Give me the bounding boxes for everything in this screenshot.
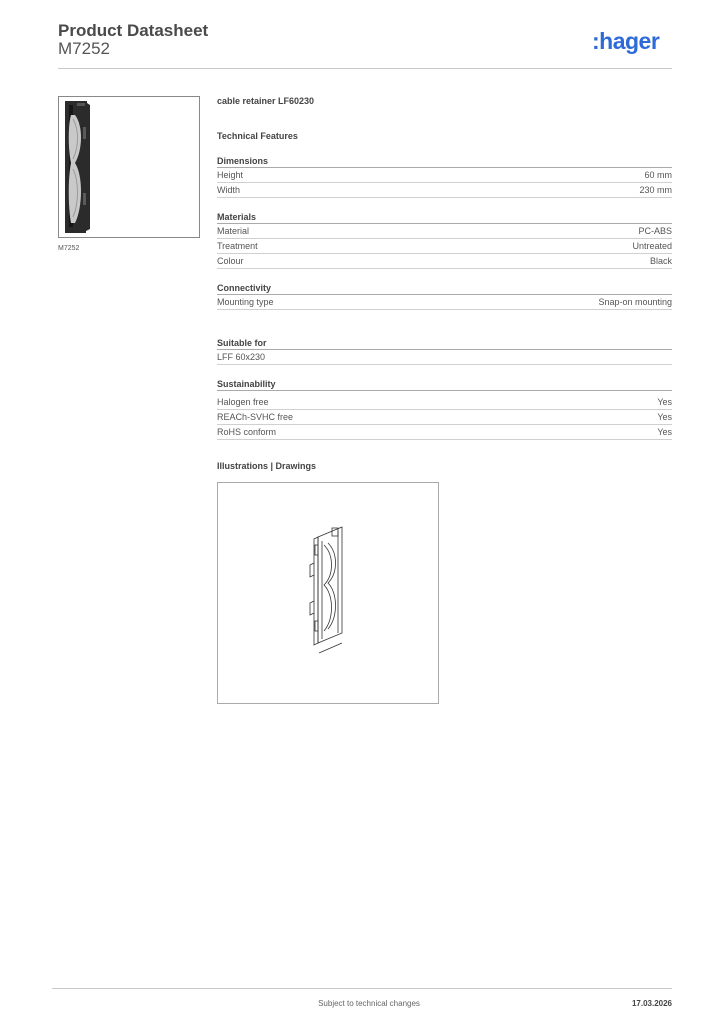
spec-label: Height (217, 170, 244, 180)
sustainability-group (217, 378, 672, 440)
spec-value: Black (649, 256, 672, 266)
spec-label: Treatment (217, 241, 258, 251)
spec-row (217, 168, 672, 183)
spec-label: Material (217, 226, 250, 236)
footer-divider (52, 988, 672, 989)
cable-retainer-drawing-icon (218, 483, 438, 703)
materials-group (217, 211, 672, 269)
technical-features-title: Technical Features (217, 131, 298, 141)
spec-row (217, 395, 672, 410)
spec-row (217, 295, 672, 310)
spec-row (217, 410, 672, 425)
spec-label: REACh-SVHC free (217, 412, 294, 422)
connectivity-group (217, 282, 672, 310)
spec-label: Colour (217, 256, 244, 266)
spec-value: 60 mm (644, 170, 672, 180)
spec-row (217, 350, 672, 365)
product-code: M7252 (58, 39, 110, 58)
spec-value: Yes (657, 397, 672, 407)
illustrations-title: Illustrations | Drawings (217, 461, 317, 471)
spec-row (217, 224, 672, 239)
spec-label: Width (217, 185, 241, 195)
spec-value: Yes (657, 412, 672, 422)
header-divider (58, 68, 672, 69)
product-drawing (217, 482, 439, 704)
spec-value: Snap-on mounting (598, 297, 672, 307)
footer-note: Subject to technical changes (318, 999, 420, 1008)
photo-caption: M7252 (58, 245, 80, 252)
page-title: Product Datasheet (58, 21, 209, 40)
connectivity-title: Connectivity (217, 282, 672, 295)
product-photo (58, 96, 200, 238)
suitable-for-group (217, 337, 672, 365)
spec-label: LFF 60x230 (217, 352, 266, 362)
hager-logo: :hager (592, 28, 660, 54)
spec-label: Halogen free (217, 397, 269, 407)
materials-title: Materials (217, 211, 672, 224)
spec-row (217, 239, 672, 254)
spec-row (217, 425, 672, 440)
spec-label: Mounting type (217, 297, 274, 307)
technical-content (217, 95, 672, 704)
spec-label: RoHS conform (217, 427, 277, 437)
dimensions-title: Dimensions (217, 155, 672, 168)
spec-value: 230 mm (639, 185, 672, 195)
spec-row (217, 183, 672, 198)
suitable-for-title: Suitable for (217, 337, 672, 350)
product-name: cable retainer LF60230 (217, 96, 315, 106)
spec-value: PC-ABS (638, 226, 672, 236)
spec-row (217, 254, 672, 269)
spec-value: Yes (657, 427, 672, 437)
sustainability-title: Sustainability (217, 378, 672, 391)
spec-value: Untreated (632, 241, 672, 251)
cable-retainer-photo-icon (59, 97, 199, 237)
dimensions-group (217, 155, 672, 198)
footer-date: 17.03.2026 (631, 999, 672, 1008)
